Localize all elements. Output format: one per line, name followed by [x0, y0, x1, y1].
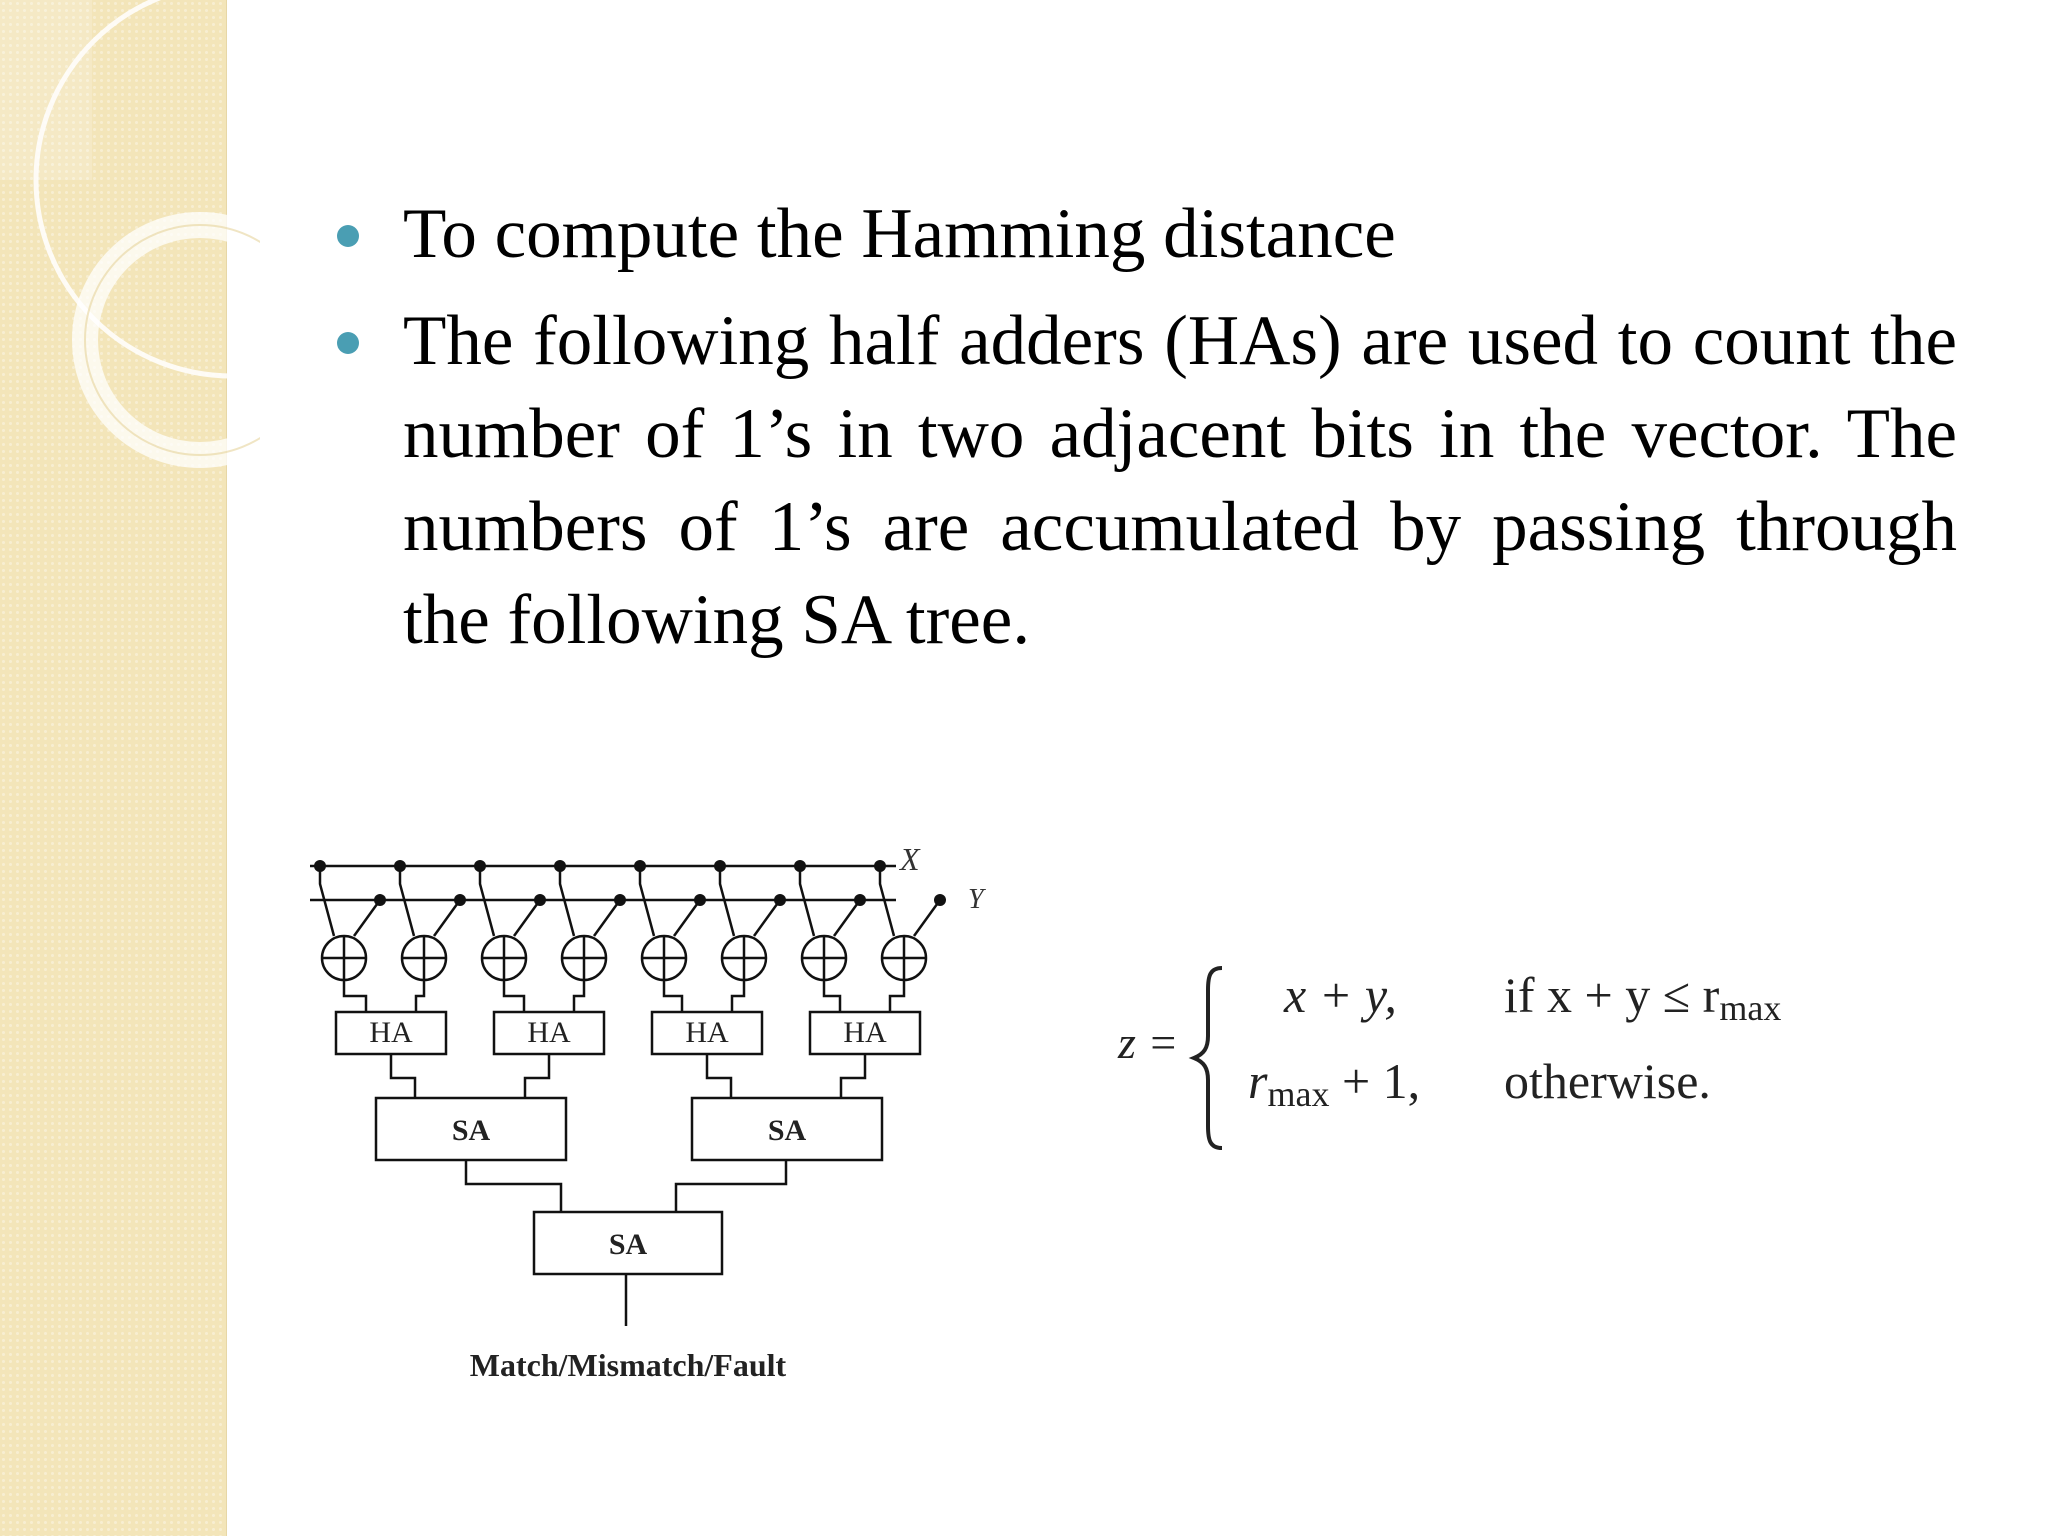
case2-condition: otherwise.: [1504, 1053, 1711, 1109]
gate-to-ha-wire: [890, 980, 904, 1012]
y-input-wire: [914, 900, 940, 936]
y-input-wire: [354, 900, 380, 936]
half-adder-label: HA: [369, 1016, 413, 1049]
y-input-wire: [514, 900, 540, 936]
gate-to-ha-wire: [574, 980, 584, 1012]
case1-expression: x + y,: [1284, 967, 1397, 1023]
y-input-wire: [434, 900, 460, 936]
half-adder-row: [336, 1012, 920, 1054]
half-adder-label: HA: [843, 1016, 887, 1049]
y-input-wire: [594, 900, 620, 936]
y-input-wire: [834, 900, 860, 936]
sa-label: SA: [767, 1114, 807, 1147]
decorative-rings: [0, 0, 260, 520]
bullet-text: To compute the Hamming distance: [403, 195, 1396, 273]
half-adder-label: HA: [685, 1016, 729, 1049]
gate-to-ha-wire: [732, 980, 744, 1012]
bullet-text: The following half adders (HAs) are used to count the number of 1’s in two adjacent bits in the vector. The numbers of 1’s are accumulated by passing through the following SA tree.: [403, 302, 1957, 659]
gate-to-ha-wire: [416, 980, 424, 1012]
gate-to-ha-wire: [824, 980, 840, 1012]
formula-lhs: z =: [1118, 1017, 1179, 1068]
case1-condition: if x + y ≤ rmax: [1504, 967, 1782, 1028]
bullet-list: [337, 188, 1957, 667]
bullet-item: [337, 188, 1957, 281]
sa-root-label: SA: [608, 1228, 648, 1261]
output-label: Match/Mismatch/Fault: [469, 1347, 787, 1383]
bullet-item: [337, 295, 1957, 667]
bullet-dot-icon: [337, 225, 359, 247]
y-input-wire: [754, 900, 780, 936]
gate-to-ha-wire: [344, 980, 366, 1012]
y-input-wire: [674, 900, 700, 936]
left-brace-icon: [1194, 968, 1222, 1148]
input-x-label: X: [900, 841, 920, 877]
gate-to-ha-wire: [664, 980, 682, 1012]
case2-expression: rmax + 1,: [1248, 1053, 1421, 1114]
sa-label: SA: [451, 1114, 491, 1147]
gate-to-ha-wire: [504, 980, 524, 1012]
sa-tree-diagram: [296, 840, 1036, 1400]
half-adder-label: HA: [527, 1016, 571, 1049]
bullet-dot-icon: [337, 332, 359, 354]
saturation-formula: [1110, 940, 1870, 1160]
xor-gate-row: [314, 860, 946, 1012]
input-y-label: Y: [968, 884, 984, 915]
connector-lines: [391, 1054, 865, 1326]
